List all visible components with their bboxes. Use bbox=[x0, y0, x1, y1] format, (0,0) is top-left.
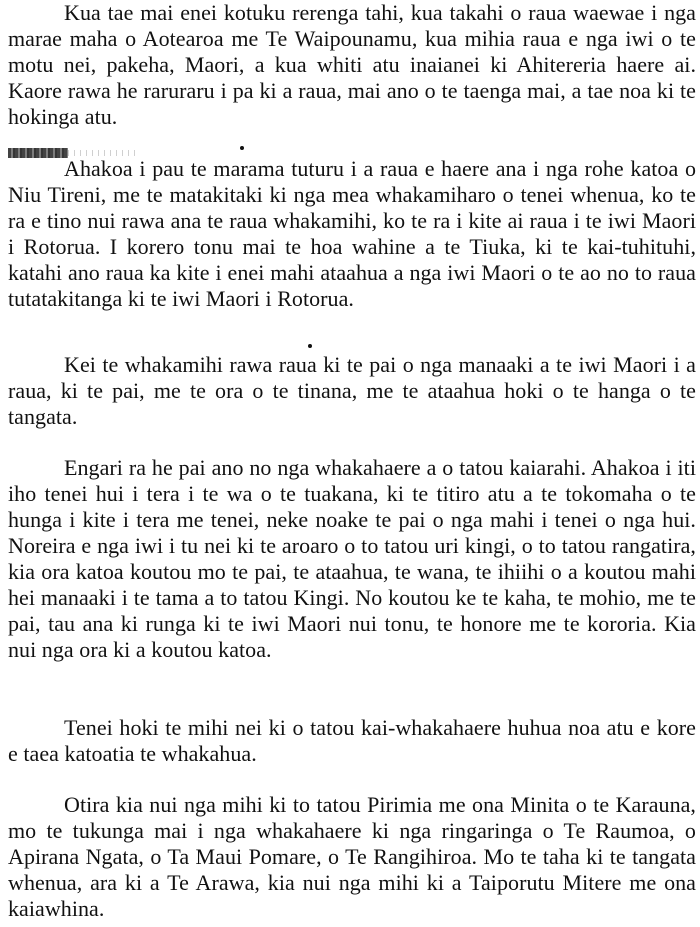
paragraph: Kei te whakamihi rawa raua ki te pai o nga manaaki a te iwi Maori i a raua, ki te pai, me te ora o te tinana, me te ataahua hoki o te hanga o te tangata. bbox=[8, 352, 696, 429]
paragraph: Kua tae mai enei kotuku rerenga tahi, kua takahi o raua waewae i nga marae maha o Aotearoa me Te Waipounamu, kua mihia raua e nga iwi o te motu nei, pakeha, Maori, a kua whiti atu inaianei ki Ahitereria haere ai. Kaore rawa he raruraru i pa ki a raua, mai ano o te taenga mai, a tae noa ki te hokinga atu. bbox=[8, 0, 696, 129]
paragraph: Otira kia nui nga mihi ki to tatou Pirimia me ona Minita o te Karauna, mo te tukunga mai i nga whakahaere ki nga ringaringa o Te Raumoa, o Apirana Ngata, o Ta Maui Pomare, o Te Rangihiroa. Mo te taha ki te tangata whenua, ara ki a Te Arawa, kia nui nga mihi ki a Taiporutu Mitere me ona kaiawhina. bbox=[8, 792, 696, 921]
paragraph: Ahakoa i pau te marama tuturu i a raua e haere ana i nga rohe katoa o Niu Tireni, me te matakitaki ki nga mea whakamiharo o tenei whenua, ko te ra e tino nui rawa ana te raua whakamihi, ko te ra i kite ai raua i te iwi Maori i Rotorua. I korero tonu mai te hoa wahine a te Tiuka, ki te kai-tuhituhi, katahi ano raua ka kite i enei mahi ataahua a nga iwi Maori o te ao no to raua tutatakitanga ki te iwi Maori i Rotorua. bbox=[8, 156, 696, 311]
paragraph: Engari ra he pai ano no nga whakahaere a o tatou kaiarahi. Ahakoa i iti iho tenei hui i tera i te wa o te tuakana, ki te titiro atu a te tokomaha o te hunga i kite i tera me tenei, neke noake te pai o nga mahi i tenei o nga hui. Noreira e nga iwi i tu nei ki te aroaro o to tatou uri kingi, o to tatou rangatira, kia ora katoa koutou mo te pai, te ataahua, te wana, te ihiihi o a koutou mahi hei manaaki i te tama a to tatou Kingi. No koutou ke te kaha, te mohio, me te pai, tau ana ki runga ki te iwi Maori nui tonu, te honore me te kororia. Kia nui nga ora ki a koutou katoa. bbox=[8, 455, 696, 662]
bullet-dot bbox=[308, 344, 312, 348]
bullet-dot bbox=[240, 146, 244, 150]
paragraph: Tenei hoki te mihi nei ki o tatou kai-whakahaere huhua noa atu e kore e taea katoatia te whakahua. bbox=[8, 715, 696, 766]
